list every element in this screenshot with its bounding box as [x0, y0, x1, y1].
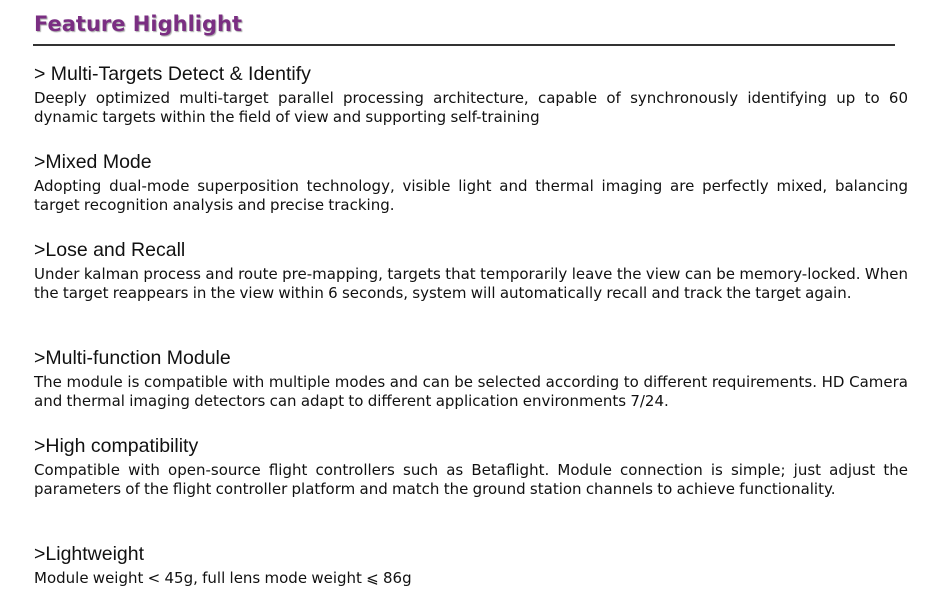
- page-title: Feature Highlight: [34, 12, 242, 36]
- feature-heading: >Lightweight: [34, 543, 145, 565]
- feature-description: Deeply optimized multi-target parallel processing architecture, capable of synchronously identifying up to 60 dynamic targets within the field of view and supporting self-training: [34, 89, 908, 126]
- feature-heading: >Lose and Recall: [34, 239, 186, 261]
- feature-description: The module is compatible with multiple modes and can be selected according to different requirements. HD Camera and thermal imaging detectors can adapt to different application environments 7/24.: [34, 373, 908, 410]
- feature-heading: >Mixed Mode: [34, 151, 152, 173]
- feature-high-compatibility: [34, 434, 908, 499]
- feature-lose-and-recall: [34, 238, 908, 303]
- feature-description: Module weight < 45g, full lens mode weight ⩽ 86g: [34, 569, 412, 587]
- feature-multi-function-module: [34, 346, 908, 411]
- feature-description: Under kalman process and route pre-mapping, targets that temporarily leave the view can be memory-locked. When the target reappears in the view within 6 seconds, system will automatically recall and track the target again.: [34, 265, 908, 302]
- feature-description: Compatible with open-source flight controllers such as Betaflight. Module connection is simple; just adjust the parameters of the flight controller platform and match the ground station channels to achieve functionality.: [34, 461, 908, 498]
- feature-lightweight: [34, 542, 908, 588]
- title-divider: [33, 44, 895, 46]
- feature-heading: >Multi-function Module: [34, 347, 231, 369]
- feature-description: Adopting dual-mode superposition technology, visible light and thermal imaging are perfectly mixed, balancing target recognition analysis and precise tracking.: [34, 177, 908, 214]
- feature-heading: >High compatibility: [34, 435, 199, 457]
- feature-heading: > Multi-Targets Detect & Identify: [34, 63, 311, 85]
- feature-mixed-mode: [34, 150, 908, 215]
- feature-multi-targets: [34, 62, 908, 127]
